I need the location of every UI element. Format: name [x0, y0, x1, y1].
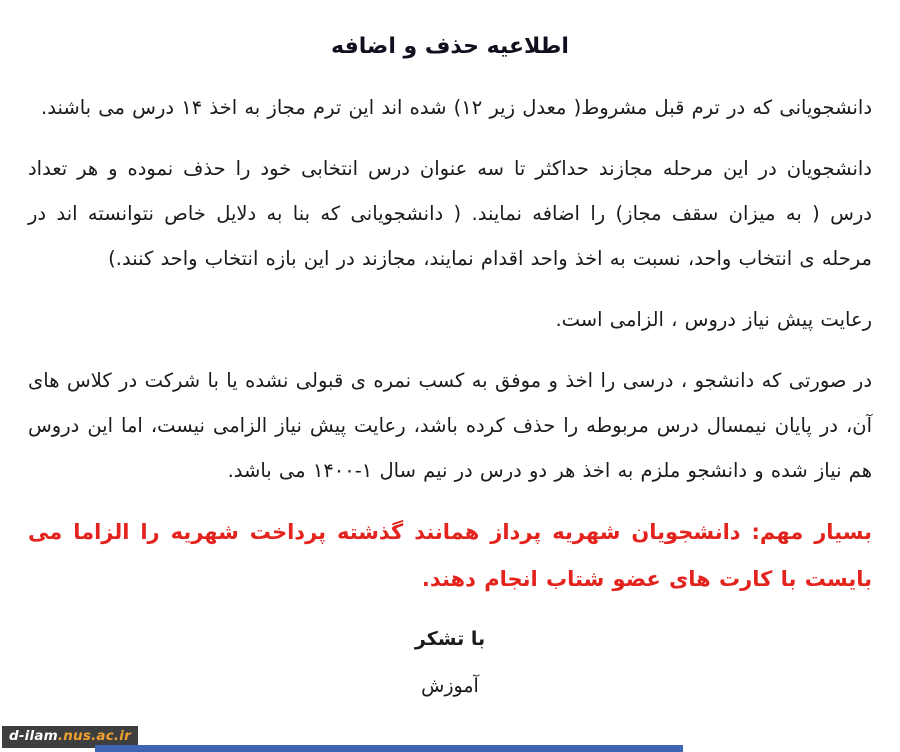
important-notice: بسیار مهم: دانشجویان شهریه پرداز همانند گذشته پرداخت شهریه را الزاما می بایست با کارت های عضو شتاب انجام دهند.: [28, 520, 872, 591]
closing-thanks: با تشکر: [414, 628, 486, 650]
paragraph-add-drop-rule: دانشجویان در این مرحله مجازند حداکثر تا سه عنوان درس انتخابی خود را حذف نموده و هر تعداد درس ( به میزان سقف مجاز) را اضافه نمایند. ( دانشجویانی که بنا به دلایل خاص نتوانسته اند در مرحله ی انتخاب واحد، نسبت به اخذ واحد اقدام نمایند، مجازند در این بازه انتخاب واحد کنند.): [28, 157, 872, 270]
paragraph-probation-rule: دانشجویانی که در ترم قبل مشروط( معدل زیر ۱۲) شده اند این ترم مجاز به اخذ ۱۴ درس می باشند.: [41, 96, 872, 119]
page-title: اطلاعیه حذف و اضافه: [331, 34, 569, 59]
footer-bar: [95, 745, 683, 752]
paragraph-failed-course-rule: در صورتی که دانشجو ، درسی را اخذ و موفق به کسب نمره ی قبولی نشده یا با شرکت در کلاس های آن، در پایان نیمسال درس مربوطه را حذف کرده باشد، رعایت پیش نیاز الزامی نیست، اما این دروس هم نیاز شده و دانشجو ملزم به اخذ هر دو درس در نیم سال ۱-۱۴۰۰ می باشد.: [28, 369, 872, 482]
signature: آموزش: [421, 675, 479, 697]
watermark-site-domain: .nus.ac.ir: [57, 728, 131, 744]
paragraph-prerequisite-rule: رعایت پیش نیاز دروس ، الزامی است.: [555, 308, 872, 331]
watermark-site-name: d-ilam: [9, 728, 58, 744]
